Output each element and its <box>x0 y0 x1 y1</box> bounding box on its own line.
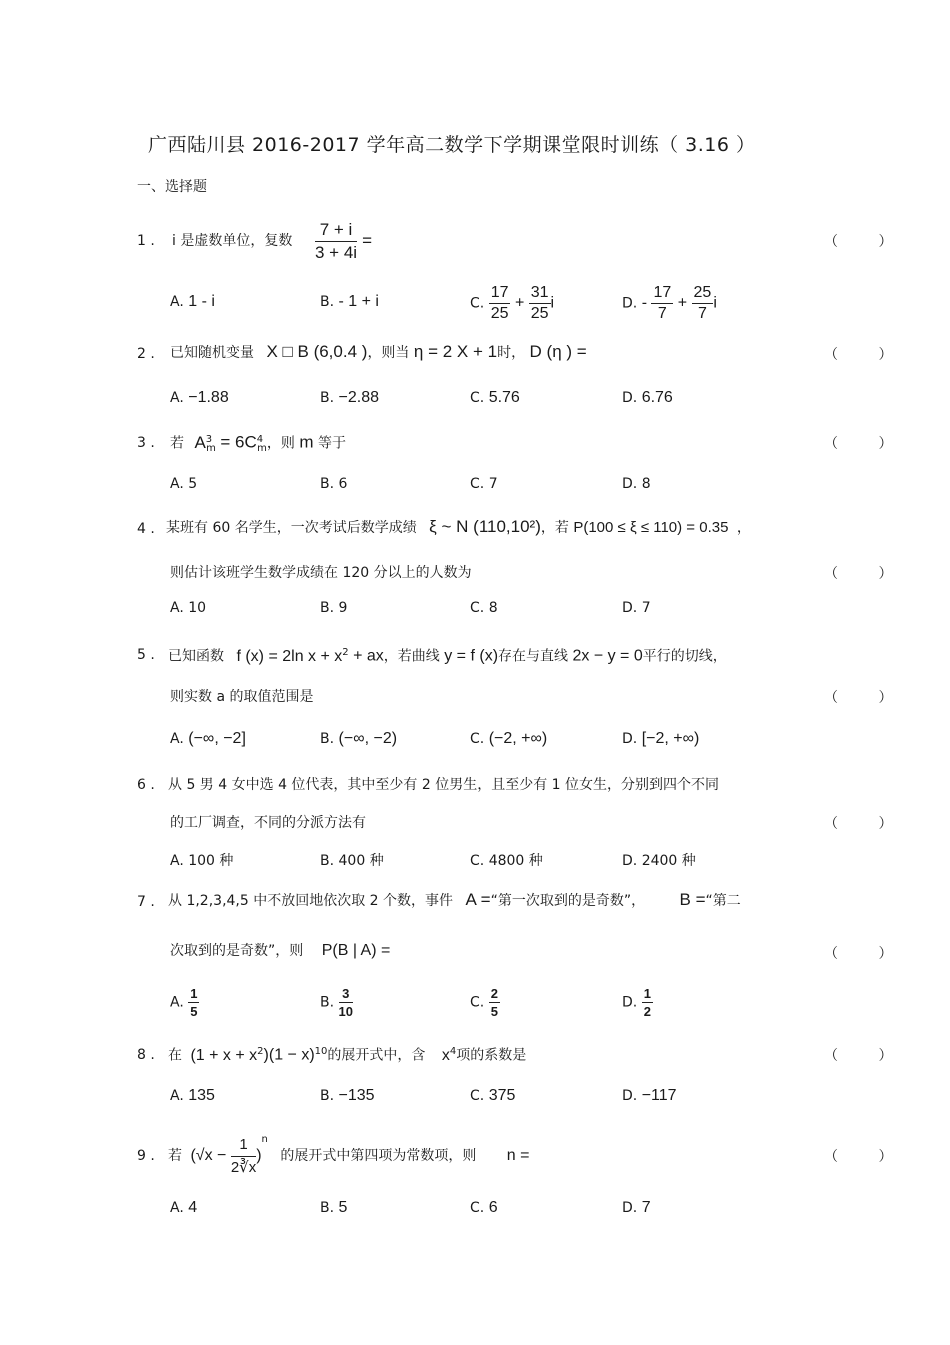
subscript: m <box>257 443 267 455</box>
fraction-denominator: 25 <box>530 305 549 322</box>
question-text: 已知随机变量 <box>170 345 254 361</box>
question-math: (1 + x + x <box>190 1046 258 1064</box>
question-stem <box>168 1130 529 1178</box>
option-label: B. <box>320 390 335 406</box>
question-number: 8 . <box>137 1047 155 1063</box>
fraction-numerator: 1 <box>643 986 651 1001</box>
page-title: 广西陆川县 2016-2017 学年高二数学下学期课堂限时训练（ 3.16 ） <box>148 134 756 156</box>
question-math: f (x) = 2ln x + x <box>236 647 343 665</box>
option-c[interactable] <box>470 284 554 323</box>
option-d[interactable] <box>622 730 699 748</box>
option-value: (−∞, −2) <box>338 730 398 747</box>
question-math: = 6C <box>220 432 257 452</box>
option-label: C. <box>470 1200 485 1216</box>
answer-paren[interactable]: （ ） <box>824 690 911 706</box>
question-stem <box>168 1042 526 1066</box>
option-value: −2.88 <box>338 389 379 406</box>
question-math: D (η ) = <box>529 342 587 361</box>
option-label: A. <box>170 390 184 406</box>
question-text: 在 <box>168 1047 182 1064</box>
option-value: 5 <box>188 476 198 492</box>
question-number: 2 . <box>137 346 155 362</box>
fraction-denominator: 3 + 4i <box>315 243 358 262</box>
option-value: - 1 + i <box>338 293 379 310</box>
option-d[interactable] <box>622 284 717 323</box>
question-math: m <box>299 432 314 452</box>
operator: + <box>514 294 525 312</box>
option-c[interactable] <box>470 389 520 407</box>
question-text-line2: 则实数 a 的取值范围是 <box>170 689 314 705</box>
operator: + <box>677 294 688 312</box>
question-math: 2x − y = 0 <box>572 647 643 665</box>
question-math: η = 2 X + 1 <box>413 342 498 361</box>
option-b[interactable] <box>320 986 353 1019</box>
fraction-numerator: 25 <box>692 284 714 304</box>
option-d[interactable] <box>622 850 696 870</box>
option-a[interactable] <box>170 1087 215 1105</box>
option-label: A. <box>170 731 184 747</box>
option-label: A. <box>170 476 184 492</box>
option-value: 1 - i <box>188 293 215 310</box>
option-b[interactable] <box>320 850 384 870</box>
option-value: 2400 种 <box>641 853 696 869</box>
question-number: 7 . <box>137 894 155 910</box>
superscript: n <box>261 1134 268 1145</box>
option-b[interactable] <box>320 1087 375 1105</box>
question-text: 的展开式中第四项为常数项，则 <box>280 1148 477 1164</box>
option-a[interactable] <box>170 389 229 407</box>
option-label: B. <box>320 731 335 747</box>
question-math: A = <box>465 890 491 909</box>
fraction-numerator: 31 <box>529 284 551 304</box>
option-label: C. <box>470 853 485 869</box>
option-value: [−2, +∞) <box>641 730 700 747</box>
option-label: A. <box>170 1200 184 1216</box>
option-label: C. <box>470 731 485 747</box>
fraction-denominator: 25 <box>490 305 509 322</box>
fraction-numerator: 17 <box>651 284 673 304</box>
question-text-line2: 则估计该班学生数学成绩在 120 分以上的人数为 <box>170 565 472 581</box>
option-value: 6 <box>488 1199 498 1216</box>
question-text: 从 1,2,3,4,5 中不放回地依次取 2 个数，事件 <box>168 893 454 909</box>
option-label: C. <box>470 390 485 406</box>
option-label: D. <box>622 295 638 312</box>
question-math: )(1 − x) <box>263 1046 315 1064</box>
question-math: ) <box>256 1147 262 1164</box>
option-b[interactable] <box>320 600 347 616</box>
option-label: A. <box>170 853 184 869</box>
answer-paren[interactable]: （ ） <box>824 816 911 832</box>
option-b[interactable] <box>320 389 379 407</box>
option-label: D. <box>622 390 638 406</box>
option-b[interactable] <box>320 1199 347 1217</box>
question-stem <box>168 890 741 911</box>
question-text: 的展开式中，含 <box>327 1047 426 1064</box>
fraction-numerator: 2 <box>490 986 498 1001</box>
option-a[interactable] <box>170 730 246 748</box>
superscript: 2 <box>257 1046 264 1057</box>
option-label: D. <box>622 853 638 869</box>
imaginary-unit: i <box>713 294 717 312</box>
option-value: −135 <box>338 1087 375 1104</box>
question-math: A <box>194 432 206 452</box>
fraction-denominator: 10 <box>338 1004 353 1019</box>
option-value: 5.76 <box>488 389 520 406</box>
question-math: + ax <box>353 647 384 665</box>
option-label: D. <box>622 994 638 1011</box>
question-text: 项的系数是 <box>456 1047 527 1064</box>
fraction-denominator: 7 <box>697 305 707 322</box>
option-label: B. <box>320 1200 335 1216</box>
option-label: B. <box>320 1088 335 1104</box>
question-number: 3 . <box>137 435 155 451</box>
fraction-denominator: 2 <box>643 1004 651 1019</box>
answer-paren[interactable]: （ ） <box>824 1048 911 1064</box>
option-label: A. <box>170 994 184 1011</box>
question-text: 已知函数 <box>168 648 224 665</box>
fraction-numerator: 17 <box>489 284 511 304</box>
option-label: B. <box>320 600 335 616</box>
question-text: 若 <box>168 1148 182 1164</box>
option-value: 7 <box>488 476 498 492</box>
option-value: −117 <box>641 1087 677 1104</box>
answer-paren[interactable]: （ ） <box>824 436 911 452</box>
option-label: B. <box>320 994 335 1011</box>
option-value: 6 <box>338 476 348 492</box>
option-value: 4 <box>188 1199 198 1216</box>
question-number: 9 . <box>137 1148 155 1164</box>
option-a[interactable] <box>170 476 197 492</box>
question-text: “第二 <box>705 893 741 909</box>
question-math: ξ ~ N (110,10²) <box>429 517 541 536</box>
superscript: 2 <box>342 647 349 658</box>
imaginary-unit: i <box>550 294 555 312</box>
option-label: A. <box>170 600 184 616</box>
fraction-denominator: 2∛x <box>230 1158 257 1176</box>
fraction-denominator: 7 <box>657 305 667 322</box>
option-label: C. <box>470 295 485 312</box>
question-math: (√x − <box>190 1147 227 1164</box>
option-d[interactable] <box>622 600 651 616</box>
question-math: y = f (x) <box>444 647 499 665</box>
question-stem <box>170 430 346 459</box>
answer-paren[interactable]: （ ） <box>824 1149 911 1165</box>
option-b[interactable] <box>320 476 347 492</box>
question-text: ，若曲线 <box>383 648 440 665</box>
option-value: 7 <box>641 1199 651 1216</box>
superscript: 4 <box>256 434 264 445</box>
option-label: D. <box>622 1088 638 1104</box>
question-number: 1 . <box>137 233 155 249</box>
question-stem <box>168 643 727 667</box>
option-a[interactable] <box>170 600 206 616</box>
question-text: ，则 <box>266 435 295 452</box>
option-value: 8 <box>488 600 498 616</box>
option-d[interactable] <box>622 389 673 407</box>
option-label: C. <box>470 600 485 616</box>
question-number: 4 . <box>137 521 155 537</box>
option-label: A. <box>170 294 184 310</box>
option-label: D. <box>622 600 638 616</box>
question-text: 从 5 男 4 女中选 4 位代表，其中至少有 2 位男生，且至少有 1 位女生，分别到四个不同 <box>168 777 720 793</box>
question-text: 存在与直线 <box>498 648 569 665</box>
option-value: (−∞, −2] <box>188 730 246 747</box>
superscript: 3 <box>205 434 213 445</box>
option-c[interactable] <box>470 600 498 616</box>
option-b[interactable] <box>320 730 397 748</box>
option-b[interactable] <box>320 293 379 311</box>
option-c[interactable] <box>470 1087 515 1105</box>
option-value: 9 <box>338 600 348 616</box>
option-a[interactable] <box>170 1199 197 1217</box>
option-value: 135 <box>188 1087 215 1104</box>
answer-paren[interactable]: （ ） <box>824 566 911 582</box>
question-stem-line2 <box>170 941 390 961</box>
option-value: 10 <box>188 600 207 616</box>
option-c[interactable] <box>470 476 498 492</box>
option-d[interactable] <box>622 986 653 1019</box>
section-heading: 一、选择题 <box>137 179 207 195</box>
option-label: D. <box>622 1200 638 1216</box>
option-label: C. <box>470 994 485 1011</box>
option-label: D. <box>622 731 638 747</box>
option-label: D. <box>622 476 638 492</box>
subscript: m <box>206 443 216 455</box>
option-a[interactable] <box>170 850 233 870</box>
answer-paren[interactable]: （ ） <box>824 234 911 250</box>
equals-sign: = <box>362 231 373 250</box>
question-stem <box>166 517 751 538</box>
minus-sign: - <box>641 294 648 312</box>
fraction-numerator: 7 + i <box>315 220 357 242</box>
option-label: B. <box>320 294 335 310</box>
option-label: A. <box>170 1088 184 1104</box>
question-math: n = <box>506 1147 530 1164</box>
option-value: 8 <box>641 476 651 492</box>
answer-paren[interactable]: （ ） <box>824 347 911 363</box>
option-value: 375 <box>488 1087 516 1104</box>
fraction-denominator: 5 <box>190 1004 198 1019</box>
question-math: P(100 ≤ ξ ≤ 110) = 0.35 <box>573 519 729 536</box>
option-label: C. <box>470 1088 485 1104</box>
option-label: B. <box>320 476 335 492</box>
option-value: 7 <box>641 600 651 616</box>
fraction-numerator: 1 <box>190 986 198 1001</box>
question-math: P(B | A) = <box>321 942 391 959</box>
question-text: i 是虚数单位，复数 <box>172 233 293 249</box>
option-value: 6.76 <box>641 389 673 406</box>
option-c[interactable] <box>470 730 547 748</box>
question-text: 等于 <box>317 435 346 452</box>
question-text-line2: 的工厂调查，不同的分派方法有 <box>170 815 366 831</box>
question-text: ， <box>736 520 751 536</box>
option-c[interactable] <box>470 986 500 1019</box>
option-c[interactable] <box>470 850 543 870</box>
question-text: ，则当 <box>367 345 410 361</box>
option-value: (−2, +∞) <box>488 730 548 747</box>
option-value: −1.88 <box>188 389 229 406</box>
option-label: C. <box>470 476 485 492</box>
question-stem <box>170 342 587 363</box>
option-label: B. <box>320 853 335 869</box>
option-value: 400 种 <box>338 853 384 869</box>
question-text: 平行的切线， <box>642 648 727 665</box>
option-value: 5 <box>338 1199 348 1216</box>
superscript: 4 <box>449 1046 457 1057</box>
fraction-denominator: 5 <box>490 1004 498 1019</box>
question-text: 某班有 60 名学生，一次考试后数学成绩 <box>166 520 417 536</box>
question-text: “第一次取到的是奇数”， <box>490 893 646 909</box>
question-text-line2: 次取到的是奇数”，则 <box>170 943 304 959</box>
question-text: 时， <box>497 345 526 361</box>
question-text: ，若 <box>540 520 569 536</box>
question-number: 6 . <box>137 777 155 793</box>
option-d[interactable] <box>622 1087 677 1105</box>
option-value: 100 种 <box>188 853 234 869</box>
question-fraction <box>315 220 372 263</box>
answer-paren[interactable]: （ ） <box>824 946 911 962</box>
fraction-numerator: 1 <box>231 1135 256 1157</box>
question-math: x <box>441 1046 450 1064</box>
option-value: 4800 种 <box>488 853 543 869</box>
option-d[interactable] <box>622 476 651 492</box>
option-d[interactable] <box>622 1199 651 1217</box>
question-number: 5 . <box>137 647 155 663</box>
option-a[interactable] <box>170 293 215 311</box>
question-math: X □ B (6,0.4 ) <box>266 342 368 361</box>
fraction-numerator: 3 <box>339 986 353 1003</box>
question-math: B = <box>679 890 706 909</box>
superscript: 10 <box>314 1046 328 1057</box>
option-a[interactable] <box>170 986 199 1019</box>
question-text: 若 <box>170 435 184 452</box>
option-c[interactable] <box>470 1199 498 1217</box>
